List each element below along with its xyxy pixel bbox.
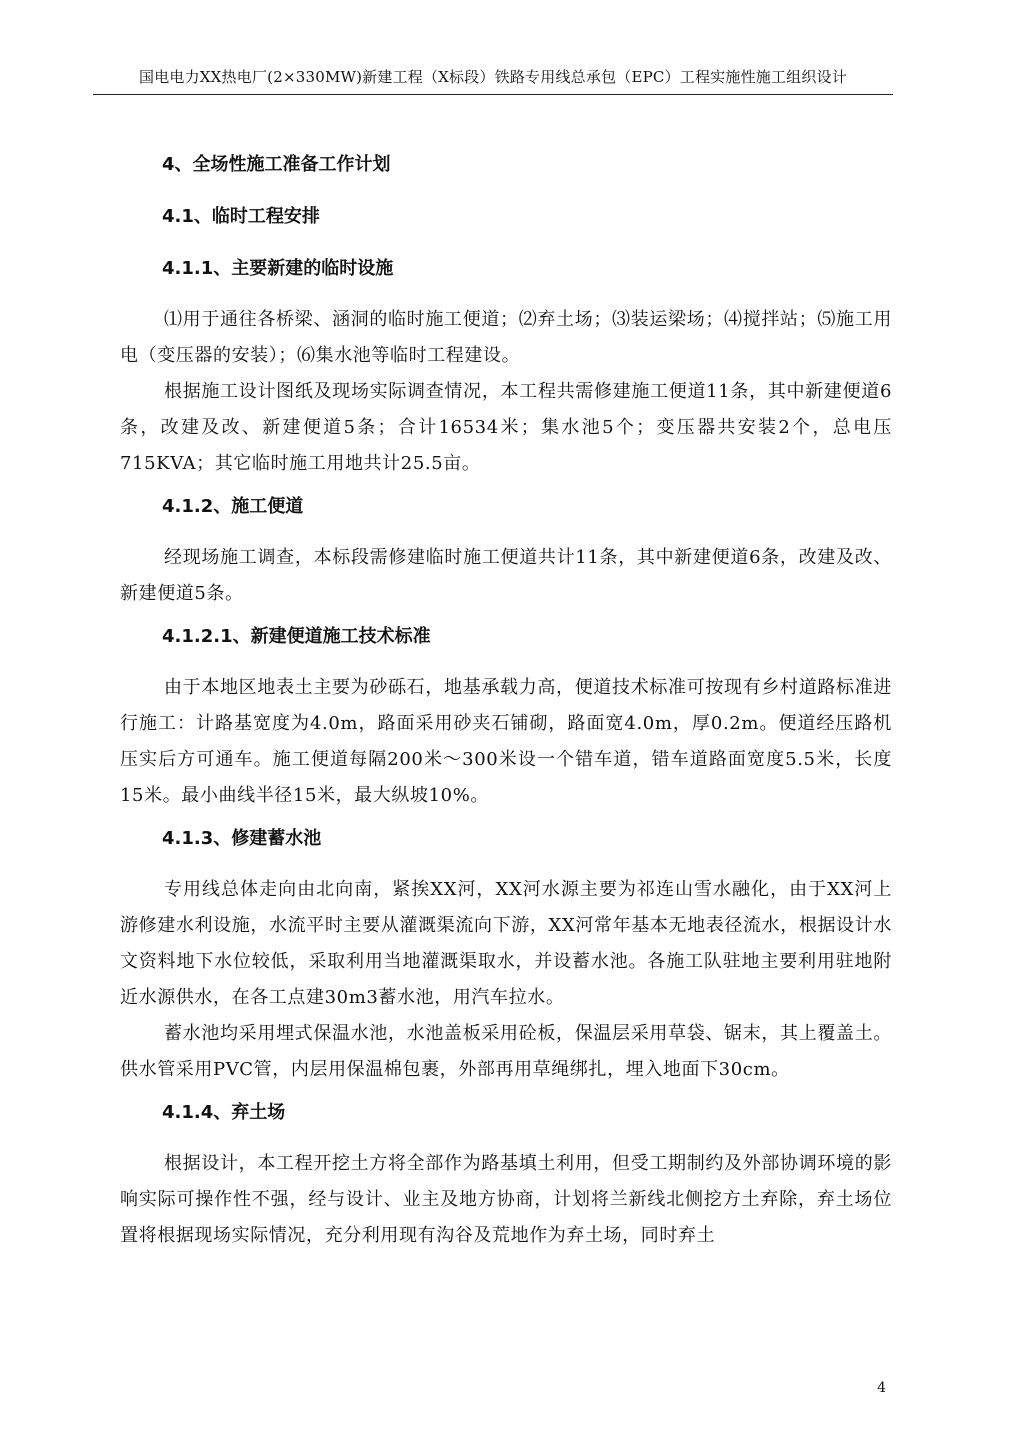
section-heading-4-1-4: 4.1.4、弃土场 <box>162 1102 286 1123</box>
paragraph-construction-road: 经现场施工调查，本标段需修建临时施工便道共计11条，其中新建便道6条，改建及改、新建便道5条。 <box>120 547 892 604</box>
paragraph-water-source: 专用线总体走向由北向南，紧挨XX河，XX河水源主要为祁连山雪水融化，由于XX河上游修建水利设施，水流平时主要从灌溉渠流向下游，XX河常年基本无地表径流水，根据设计水文资料地下水位较低，采取利用当地灌溉渠取水，并设蓄水池。各施工队驻地主要利用驻地附近水源供水，在各工点建30m3蓄水池，用汽车拉水。 <box>120 879 892 1008</box>
page-header: 国电电力XX热电厂(2×330MW)新建工程（X标段）铁路专用线总承包（EPC）工程实施性施工组织设计 <box>93 60 893 95</box>
section-heading-4-1-2-1: 4.1.2.1、新建便道施工技术标准 <box>162 626 431 647</box>
section-heading-4: 4、全场性施工准备工作计划 <box>162 154 391 175</box>
document-body <box>120 152 892 1254</box>
paragraph-spoil-ground: 根据设计，本工程开挖土方将全部作为路基填土利用，但受工期制约及外部协调环境的影响实际可操作性不强，经与设计、业主及地方协商，计划将兰新线北侧挖方土弃除，弃土场位置将根据现场实际情况，充分利用现有沟谷及荒地作为弃土场，同时弃土 <box>120 1153 892 1246</box>
section-heading-4-1-3: 4.1.3、修建蓄水池 <box>162 828 322 849</box>
paragraph-reservoir-detail: 蓄水池均采用埋式保温水池，水池盖板采用砼板，保温层采用草袋、锯末，其上覆盖土。供水管采用PVC管，内层用保温棉包裹，外部再用草绳绑扎，埋入地面下30cm。 <box>120 1023 892 1080</box>
section-heading-4-1-2: 4.1.2、施工便道 <box>162 496 304 517</box>
paragraph-road-standard: 由于本地区地表土主要为砂砾石，地基承载力高，便道技术标准可按现有乡村道路标准进行施工：计路基宽度为4.0m，路面采用砂夹石铺砌，路面宽4.0m，厚0.2m。便道经压路机压实后方可通车。施工便道每隔200米～300米设一个错车道，错车道路面宽度5.5米，长度15米。最小曲线半径15米，最大纵坡10%。 <box>120 677 892 806</box>
paragraph-temporary-facilities-list: ⑴用于通往各桥梁、涵洞的临时施工便道；⑵弃土场；⑶装运梁场；⑷搅拌站；⑸施工用电（变压器的安装）；⑹集水池等临时工程建设。 <box>120 309 892 366</box>
section-heading-4-1: 4.1、临时工程安排 <box>162 206 320 227</box>
section-heading-4-1-1: 4.1.1、主要新建的临时设施 <box>162 258 394 279</box>
page-number: 4 <box>877 1380 886 1396</box>
paragraph-temporary-facilities-summary: 根据施工设计图纸及现场实际调查情况，本工程共需修建施工便道11条，其中新建便道6条，改建及改、新建便道5条；合计16534米；集水池5个；变压器共安装2个，总电压715KVA；其它临时施工用地共计25.5亩。 <box>120 381 892 474</box>
